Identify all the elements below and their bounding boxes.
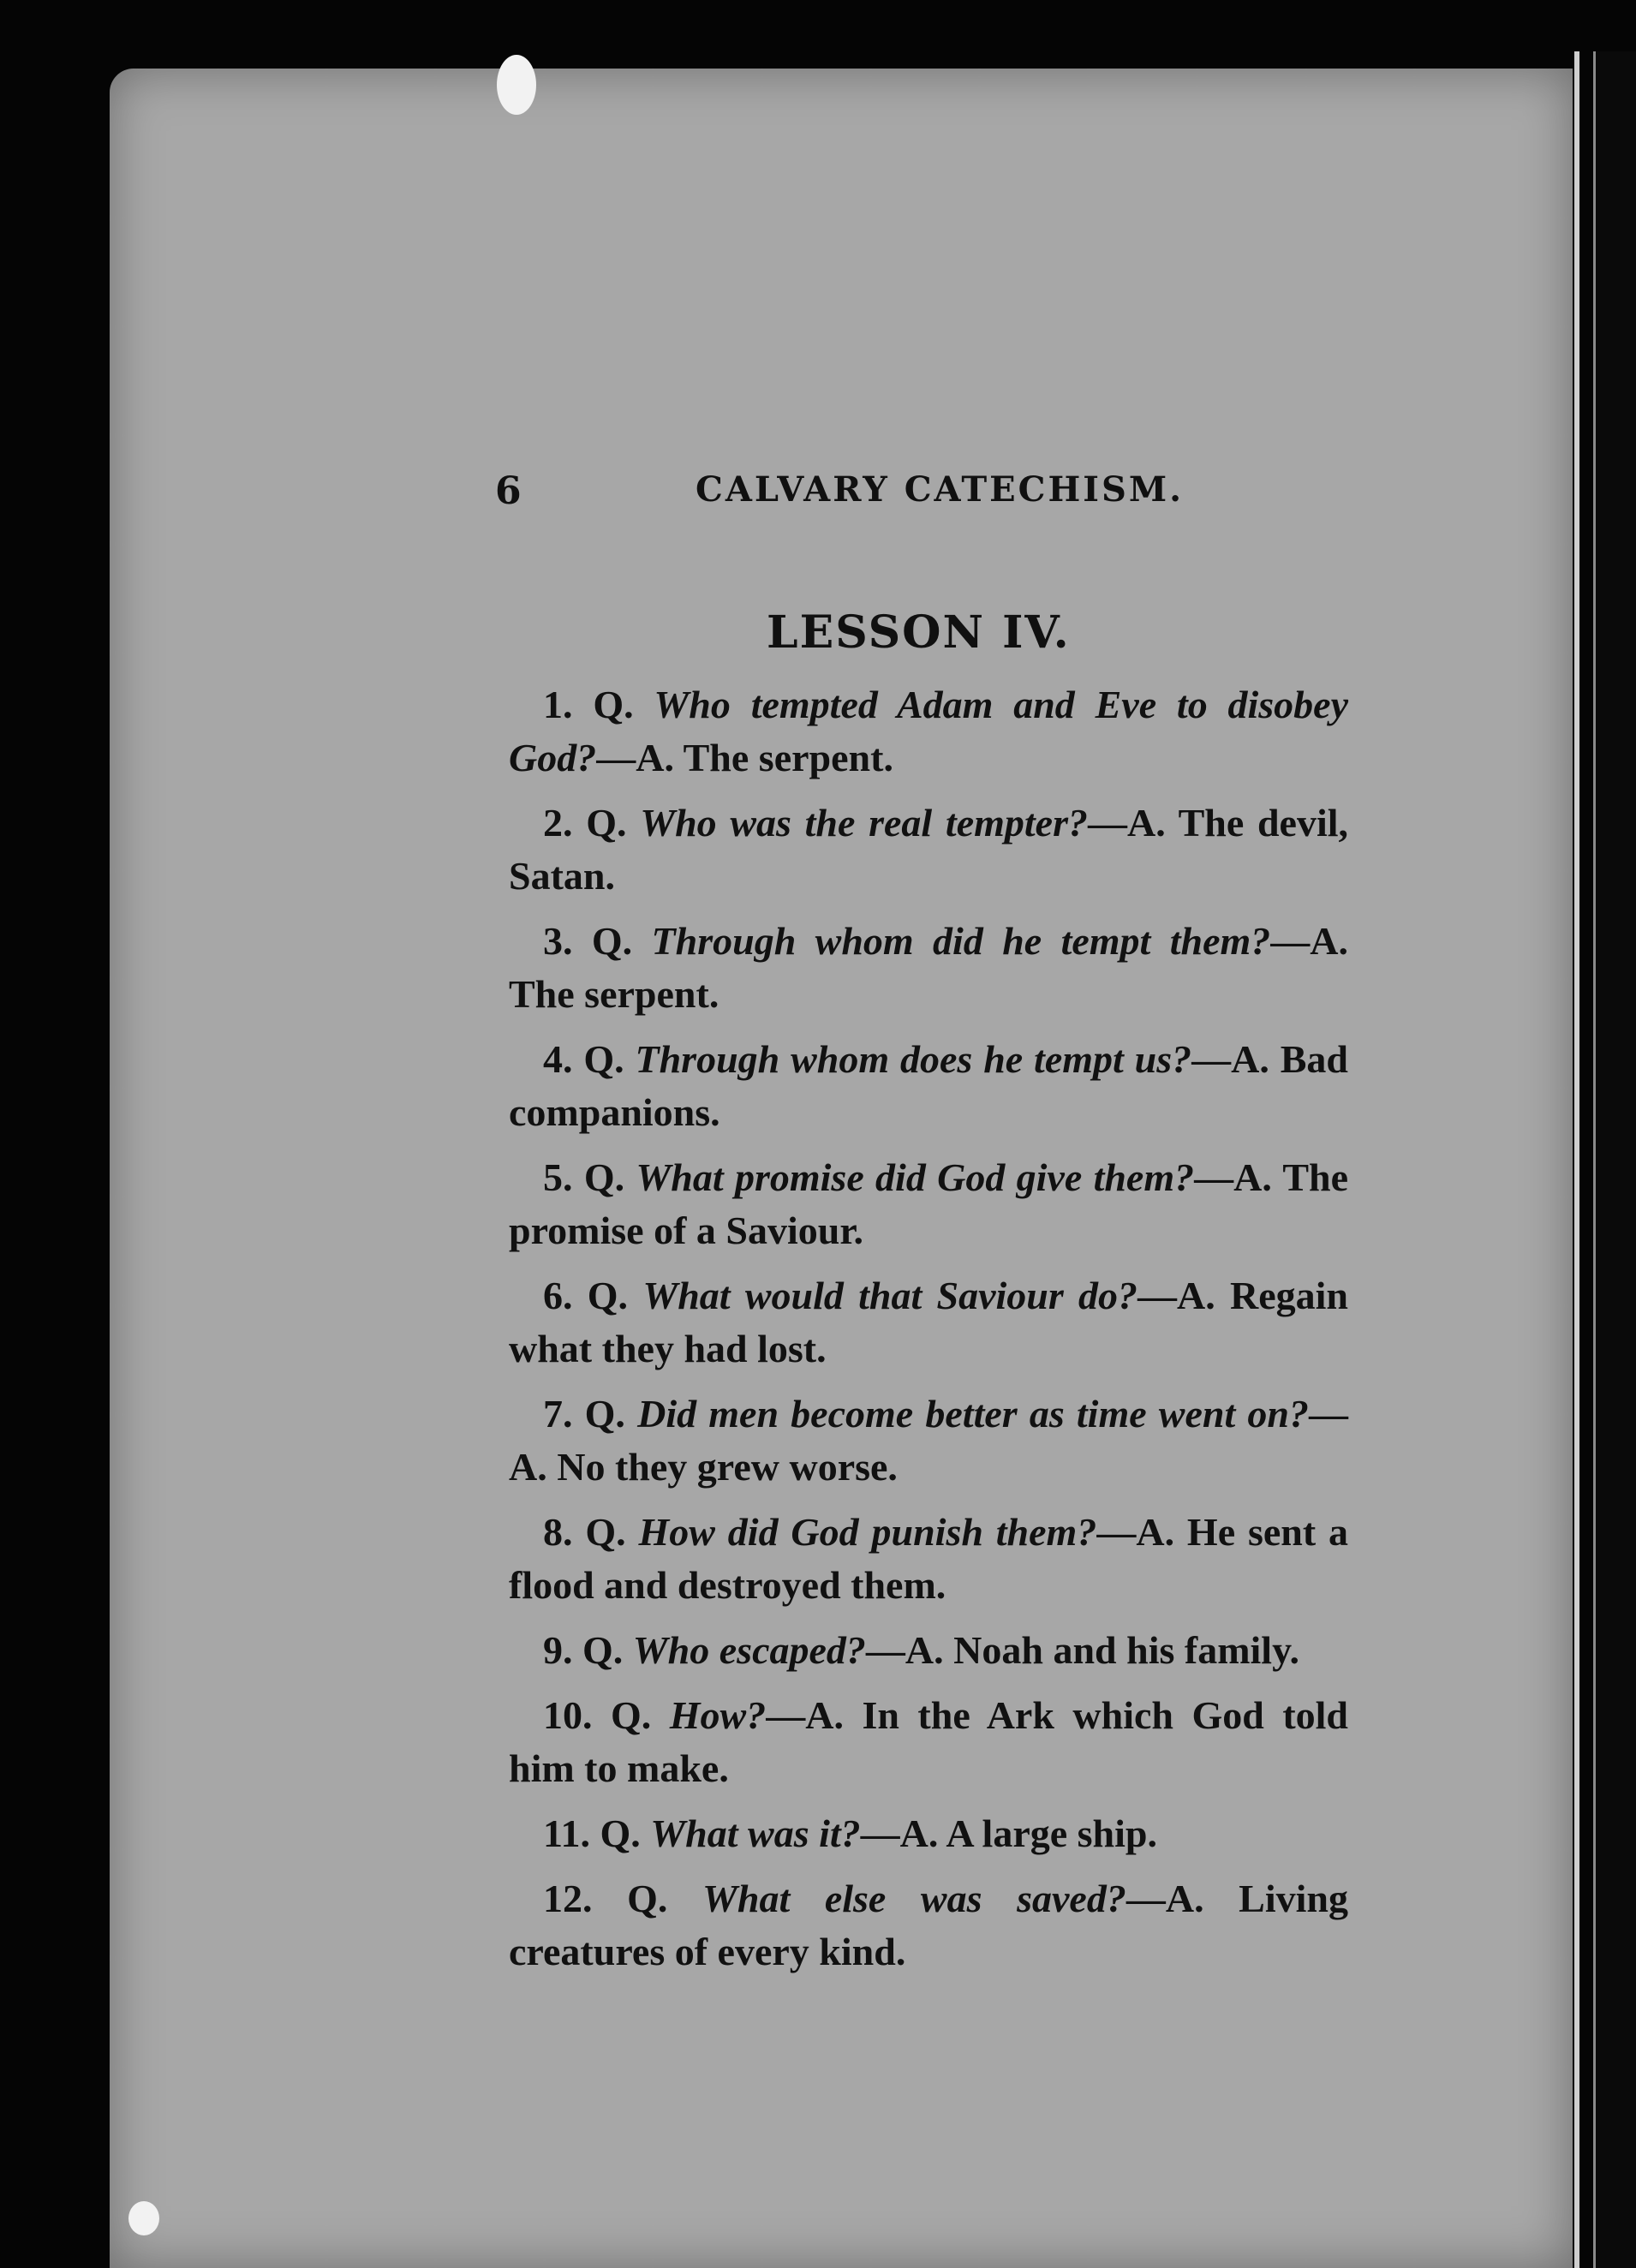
question-label: Q. <box>585 1510 626 1554</box>
question-text: Did men become better as time went on? <box>637 1392 1309 1435</box>
question-number: 9. <box>543 1628 573 1672</box>
question-label: Q. <box>584 1392 625 1435</box>
qa-item <box>509 915 1348 1021</box>
question-number: 5. <box>543 1155 573 1199</box>
answer-text: —A. Noah and his family. <box>865 1628 1300 1672</box>
question-text: What else was saved? <box>702 1877 1126 1920</box>
question-label: Q. <box>600 1811 641 1855</box>
question-number: 6. <box>543 1274 573 1317</box>
question-text: Who tempted Adam and Eve to disobey God? <box>509 683 1349 779</box>
qa-item <box>509 1388 1348 1494</box>
question-answer-list <box>509 678 1348 1990</box>
question-number: 10. <box>543 1693 593 1737</box>
answer-text: —A. The devil, Satan. <box>509 801 1349 898</box>
question-label: Q. <box>627 1877 668 1920</box>
paper-damage-spot <box>128 2201 159 2235</box>
question-label: Q. <box>593 683 634 726</box>
qa-item <box>509 1807 1348 1860</box>
question-text: What would that Saviour do? <box>642 1274 1138 1317</box>
qa-item <box>509 1269 1348 1376</box>
qa-item <box>509 1689 1348 1795</box>
answer-text: —A. The serpent. <box>596 736 893 779</box>
question-number: 1. <box>543 683 573 726</box>
question-number: 2. <box>543 801 573 845</box>
answer-text: —A. No they grew worse. <box>509 1392 1348 1489</box>
answer-text: —A. Regain what they had lost. <box>509 1274 1349 1370</box>
answer-text: —A. The promise of a Saviour. <box>509 1155 1349 1252</box>
running-head: CALVARY CATECHISM. <box>696 469 1185 510</box>
answer-text: —A. He sent a flood and destroyed them. <box>509 1510 1349 1607</box>
question-number: 4. <box>543 1037 573 1081</box>
answer-text: —A. Living creatures of every kind. <box>509 1877 1348 1973</box>
question-text: Through whom did he tempt them? <box>651 919 1271 963</box>
question-label: Q. <box>587 1274 629 1317</box>
question-label: Q. <box>582 1628 624 1672</box>
question-number: 11. <box>543 1811 590 1855</box>
question-text: How? <box>669 1693 767 1737</box>
question-label: Q. <box>583 1155 625 1199</box>
qa-item <box>509 678 1348 785</box>
question-number: 7. <box>543 1392 573 1435</box>
answer-text: —A. A large ship. <box>860 1811 1157 1855</box>
page-edge-line <box>1574 51 1579 2268</box>
question-label: Q. <box>583 1037 624 1081</box>
question-text: What was it? <box>650 1811 861 1855</box>
question-text: What promise did God give them? <box>636 1155 1195 1199</box>
question-text: Who was the real tempter? <box>640 801 1088 845</box>
question-number: 3. <box>543 919 573 963</box>
qa-item <box>509 1624 1348 1677</box>
answer-text: —A. Bad companions. <box>509 1037 1348 1134</box>
question-number: 8. <box>543 1510 573 1554</box>
qa-item <box>509 1033 1348 1139</box>
question-number: 12. <box>543 1877 593 1920</box>
page-number: 6 <box>495 469 522 513</box>
adjacent-page-edge <box>1593 51 1636 2268</box>
question-label: Q. <box>591 919 633 963</box>
qa-item <box>509 1506 1348 1612</box>
paper-damage-spot <box>497 55 536 115</box>
question-text: How did God punish them? <box>638 1510 1097 1554</box>
question-text: Through whom does he tempt us? <box>635 1037 1192 1081</box>
answer-text: —A. The serpent. <box>509 919 1348 1016</box>
answer-text: —A. In the Ark which God told him to make. <box>509 1693 1349 1790</box>
qa-item <box>509 1151 1348 1257</box>
qa-item <box>509 1872 1348 1979</box>
question-label: Q. <box>611 1693 652 1737</box>
question-text: Who escaped? <box>632 1628 866 1672</box>
qa-item <box>509 797 1348 903</box>
question-label: Q. <box>586 801 627 845</box>
lesson-title: LESSON IV. <box>767 606 1071 659</box>
